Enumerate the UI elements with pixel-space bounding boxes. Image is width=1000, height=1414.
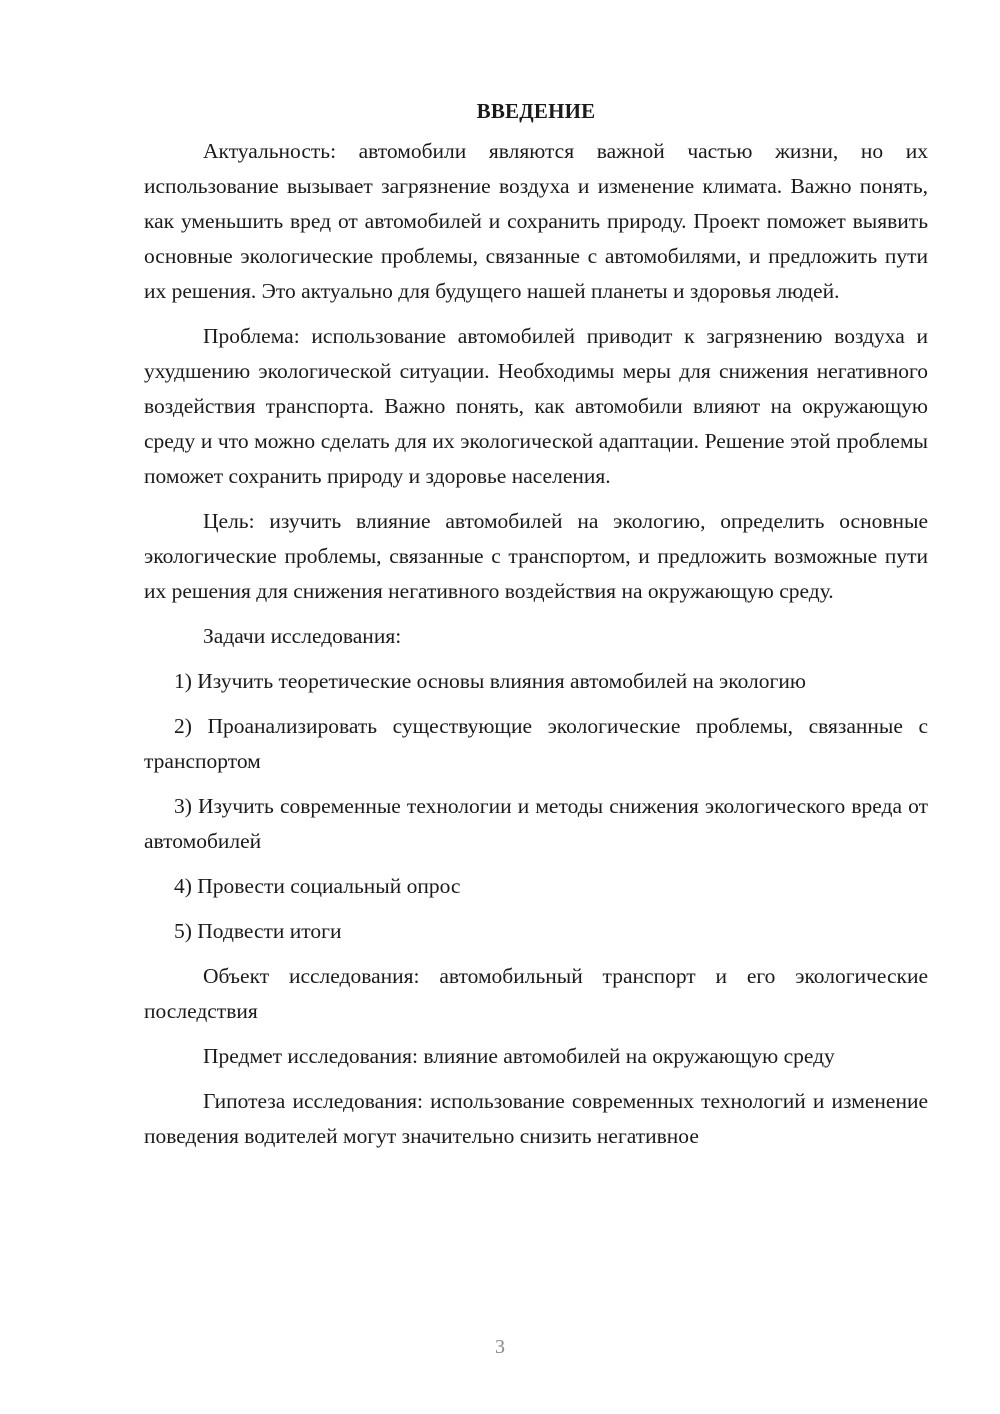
- paragraph-object: Объект исследования: автомобильный транспорт и его экологические последствия: [144, 964, 928, 1023]
- paragraph-subject: Предмет исследования: влияние автомобилей на окружающую среду: [203, 1044, 835, 1068]
- list-item: 3) Изучить современные технологии и методы снижения экологического вреда от автомобилей: [144, 794, 928, 853]
- page-number: 3: [495, 1336, 505, 1358]
- list-item: 2) Проанализировать существующие экологические проблемы, связанные с транспортом: [144, 714, 928, 773]
- list-item: 4) Провести социальный опрос: [174, 874, 461, 898]
- paragraph-hypothesis: Гипотеза исследования: использование современных технологий и изменение поведения водителей могут значительно снизить негативное: [144, 1089, 928, 1148]
- paragraph-relevance: Актуальность: автомобили являются важной частью жизни, но их использование вызывает загрязнение воздуха и изменение климата. Важно понять, как уменьшить вред от автомобилей и сохранить природу. Проект поможет выявить основные экологические проблемы, связанные с автомобилями, и предложить пути их решения. Это актуально для будущего нашей планеты и здоровья людей.: [144, 139, 928, 303]
- paragraph-tasks-title: Задачи исследования:: [203, 624, 402, 648]
- paragraph-problem: Проблема: использование автомобилей приводит к загрязнению воздуха и ухудшению экологической ситуации. Необходимы меры для снижения негативного воздействия транспорта. Важно понять, как автомобили влияют на окружающую среду и что можно сделать для их экологической адаптации. Решение этой проблемы поможет сохранить природу и здоровье населения.: [144, 324, 928, 488]
- document-page: [144, 96, 928, 1164]
- tasks-list: [144, 664, 928, 949]
- section-heading: ВВЕДЕНИЕ: [476, 99, 596, 123]
- list-item: 1) Изучить теоретические основы влияния автомобилей на экологию: [174, 669, 806, 693]
- list-item: 5) Подвести итоги: [174, 919, 342, 943]
- paragraph-goal: Цель: изучить влияние автомобилей на экологию, определить основные экологические проблемы, связанные с транспортом, и предложить возможные пути их решения для снижения негативного воздействия на окружающую среду.: [144, 509, 928, 603]
